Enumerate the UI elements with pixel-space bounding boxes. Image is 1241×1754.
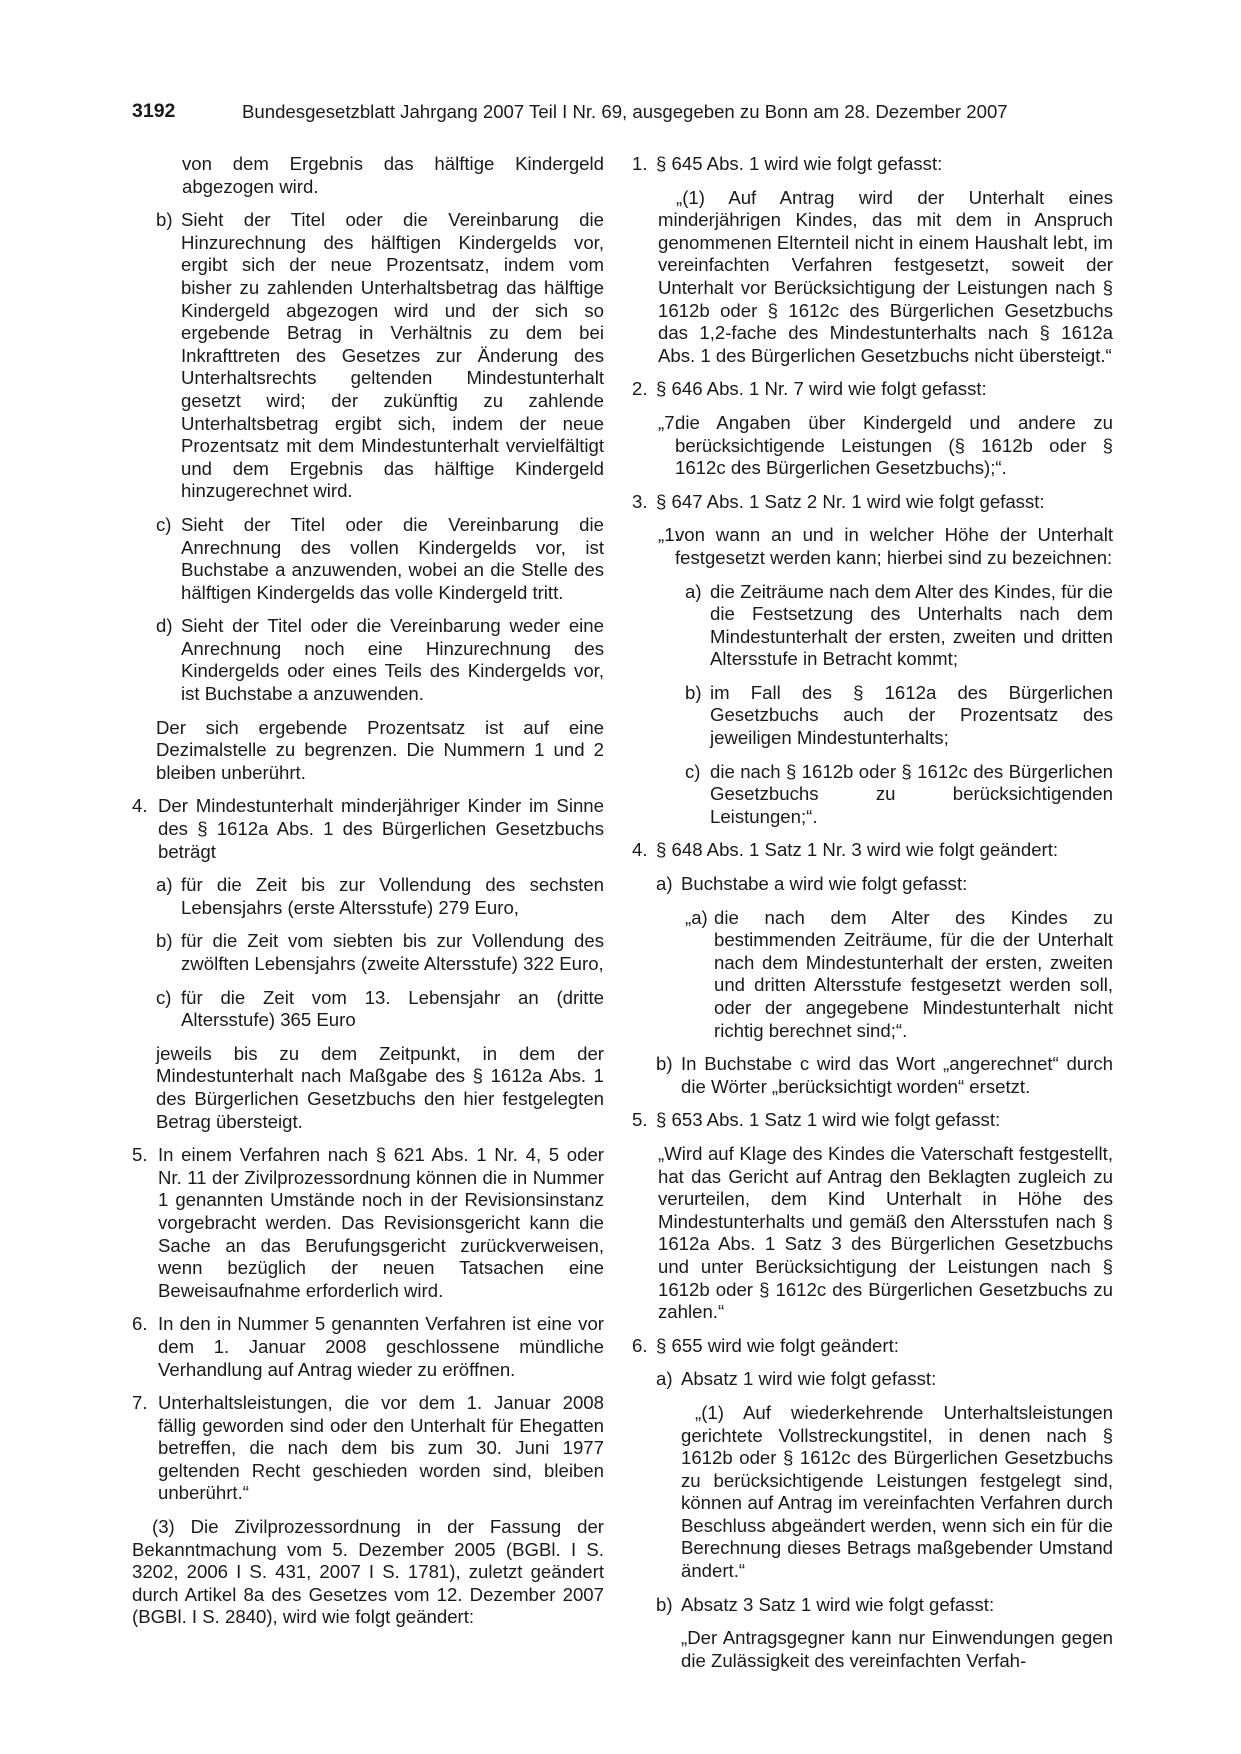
list-item (132, 874, 604, 919)
paragraph: (3) Die Zivilprozessordnung in der Fassung der Bekanntmachung vom 5. Dezember 2005 (BGBl. I S. 3202, 2006 I S. 431, 2007 I S. 1781), zuletzt geändert durch Artikel 8a des Gesetzes vom 12. Dezember 2007 (BGBl. I S. 2840), wird wie folgt geändert: (132, 1516, 604, 1628)
list-item (632, 412, 1113, 480)
list-item (632, 761, 1113, 829)
list-item (632, 1368, 1113, 1391)
quote-paragraph: „(1) Auf wiederkehrende Unterhaltsleistungen gerichtete Vollstreckungstitel, in denen nach § 1612b oder § 1612c des Bürgerlichen Gesetzbuchs zu berücksichtigende Leistungen festgelegt sind, können auf Antrag im vereinfachten Verfahren durch Beschluss abgeändert werden, wenn sich ein für die Berechnung dieses Betrags maßgebender Umstand ändert.“ (681, 1401, 1113, 1582)
list-item (132, 1144, 604, 1302)
item-label: b) (156, 930, 173, 952)
item-label: „a) (685, 906, 708, 928)
page-header (132, 100, 1112, 132)
list-item (632, 153, 1113, 176)
item-text: für die Zeit vom 13. Lebensjahr an (dritte Altersstufe) 365 Euro (181, 986, 604, 1031)
list-item (632, 581, 1113, 671)
item-text: Sieht der Titel oder die Vereinbarung die Anrechnung des vollen Kindergelds vor, ist Buchstabe a anzuwenden, wobei an die Stelle des hälftigen Kindergelds das volle Kindergeld tritt. (181, 513, 604, 603)
item-label: 6. (632, 1334, 648, 1356)
paragraph: Der sich ergebende Prozentsatz ist auf eine Dezimalstelle zu begrenzen. Die Nummern 1 und 2 bleiben unberührt. (156, 716, 604, 783)
item-text: Der Mindestunterhalt minderjähriger Kinder im Sinne des § 1612a Abs. 1 des Bürgerlichen Gesetzbuchs beträgt (158, 795, 604, 862)
right-column (632, 153, 1113, 1672)
item-label: 2. (632, 378, 648, 400)
quote-paragraph: „(1) Auf Antrag wird der Unterhalt eines minderjährigen Kindes, das mit dem in Anspruch genommenen Elternteil nicht in einem Haushalt lebt, im vereinfachten Verfahren festgesetzt, soweit der Unterhalt vor Berücksichtigung der Leistungen nach § 1612b oder § 1612c des Bürgerlichen Gesetzbuchs das 1,2-fache des Mindestunterhalts nach § 1612a Abs. 1 des Bürgerlichen Gesetzbuchs nicht übersteigt.“ (658, 186, 1113, 366)
item-text: § 648 Abs. 1 Satz 1 Nr. 3 wird wie folgt geändert: (656, 839, 1059, 861)
list-item (632, 1053, 1113, 1098)
item-label: 4. (632, 839, 648, 861)
list-item (132, 514, 604, 604)
item-text: Absatz 3 Satz 1 wird wie folgt gefasst: (681, 1593, 995, 1615)
item-label: d) (156, 615, 173, 637)
list-item (632, 378, 1113, 401)
item-text: Buchstabe a wird wie folgt gefasst: (681, 873, 968, 895)
item-label: a) (685, 580, 702, 602)
item-label: c) (156, 513, 172, 535)
item-text: für die Zeit vom siebten bis zur Vollendung des zwölften Lebensjahrs (zweite Altersstufe) 322 Euro, (181, 930, 604, 974)
item-label: „1. (658, 524, 680, 546)
list-item (632, 907, 1113, 1043)
page-number: 3192 (132, 100, 176, 122)
list-item (632, 524, 1113, 569)
item-text: § 647 Abs. 1 Satz 2 Nr. 1 wird wie folgt gefasst: (656, 490, 1045, 512)
list-item (632, 873, 1113, 896)
list-item (632, 1594, 1113, 1617)
item-text: In Buchstabe c wird das Wort „angerechnet“ durch die Wörter „berücksichtigt worden“ ersetzt. (681, 1053, 1113, 1097)
item-text: Sieht der Titel oder die Vereinbarung weder eine Anrechnung noch eine Hinzurechnung des Kindergelds oder eines Teils des Kindergelds vor, ist Buchstabe a anzuwenden. (181, 615, 604, 705)
item-text: die nach § 1612b oder § 1612c des Bürgerlichen Gesetzbuchs zu berücksichtigenden Leistungen;“. (710, 760, 1113, 827)
list-item (132, 615, 604, 705)
item-text: § 646 Abs. 1 Nr. 7 wird wie folgt gefasst: (656, 378, 987, 400)
item-label: 5. (632, 1109, 648, 1131)
list-item (132, 930, 604, 975)
item-label: c) (685, 760, 701, 782)
item-label: a) (656, 1368, 673, 1390)
item-text: § 653 Abs. 1 Satz 1 wird wie folgt gefasst: (656, 1109, 1001, 1131)
item-label: a) (156, 874, 173, 896)
item-text: für die Zeit bis zur Vollendung des sechsten Lebensjahrs (erste Altersstufe) 279 Euro, (181, 874, 604, 918)
item-text: die Zeiträume nach dem Alter des Kindes, für die die Festsetzung des Unterhalts nach dem Mindestunterhalt der ersten, zweiten und dritten Altersstufe in Betracht kommt; (710, 580, 1113, 670)
list-item (632, 1109, 1113, 1132)
quote-paragraph: „Der Antragsgegner kann nur Einwendungen gegen die Zulässigkeit des vereinfachten Verfah- (681, 1627, 1113, 1671)
left-column (132, 153, 604, 1629)
item-label: b) (656, 1053, 673, 1075)
list-item (132, 1392, 604, 1505)
item-label: b) (656, 1593, 673, 1615)
paragraph: jeweils bis zu dem Zeitpunkt, in dem der Mindestunterhalt nach Maßgabe des § 1612a Abs. 1 des Bürgerlichen Gesetzbuchs den hier festgelegten Betrag übersteigt. (156, 1042, 604, 1132)
item-label: a) (656, 873, 673, 895)
list-item (132, 1313, 604, 1381)
item-text: § 645 Abs. 1 wird wie folgt gefasst: (656, 153, 943, 174)
running-head: Bundesgesetzblatt Jahrgang 2007 Teil I Nr. 69, ausgegeben zu Bonn am 28. Dezember 2007 (242, 101, 1008, 122)
item-text: von wann an und in welcher Höhe der Unterhalt festgesetzt werden kann; hierbei sind zu bezeichnen: (675, 524, 1113, 568)
item-label: 7. (132, 1392, 148, 1414)
list-item (132, 987, 604, 1032)
list-item (132, 209, 604, 503)
item-label: „7. (658, 411, 680, 433)
item-text: Unterhaltsleistungen, die vor dem 1. Januar 2008 fällig geworden sind oder den Unterhalt für Ehegatten betreffen, die nach dem bis zum 30. Juni 1977 geltenden Recht geschieden worden sind, bleiben unberührt.“ (158, 1392, 604, 1504)
item-label: 1. (632, 153, 648, 174)
list-item (132, 795, 604, 863)
list-item (632, 1335, 1113, 1358)
item-label: 3. (632, 490, 648, 512)
item-text: Sieht der Titel oder die Vereinbarung die Hinzurechnung des hälftigen Kindergelds vor, ergibt sich der neue Prozentsatz, indem vom bisher zu zahlenden Unterhaltsbetrag das hälftige Kindergeld abgezogen wird und der sich so ergebende Betrag in Verhältnis zu dem bei Inkrafttreten des Gesetzes zur Änderung des Unterhaltsrechts geltenden Mindestunterhalt gesetzt wird; der zukünftig zu zahlende Unterhaltsbetrag ergibt sich, indem der neue Prozentsatz mit dem Mindestunterhalt vervielfältigt und dem Ergebnis das hälftige Kindergeld hinzugerechnet wird. (181, 209, 604, 502)
paragraph: von dem Ergebnis das hälftige Kindergeld abgezogen wird. (182, 153, 604, 197)
item-label: b) (156, 209, 173, 231)
item-text: Absatz 1 wird wie folgt gefasst: (681, 1368, 937, 1390)
item-text: In einem Verfahren nach § 621 Abs. 1 Nr. 4, 5 oder Nr. 11 der Zivilprozessordnung können die in Nummer 1 genannten Umstände noch in der Revisionsinstanz vorgebracht werden. Das Revisionsgericht kann die Sache an das Berufungsgericht zurückverweisen, wenn bezüglich der neuen Tatsachen eine Beweisaufnahme erforderlich wird. (158, 1144, 604, 1301)
list-item (632, 682, 1113, 750)
list-item (632, 839, 1113, 862)
item-text: im Fall des § 1612a des Bürgerlichen Gesetzbuchs auch der Prozentsatz des jeweiligen Mindestunterhalts; (710, 681, 1113, 749)
item-label: b) (685, 681, 702, 703)
item-label: 6. (132, 1313, 148, 1335)
list-item (632, 491, 1113, 514)
item-label: 4. (132, 795, 148, 817)
item-text: In den in Nummer 5 genannten Verfahren ist eine vor dem 1. Januar 2008 geschlossene mündliche Verhandlung auf Antrag wieder zu eröffnen. (158, 1313, 604, 1380)
item-label: 5. (132, 1144, 148, 1166)
item-text: die nach dem Alter des Kindes zu bestimmenden Zeiträume, für die der Unterhalt nach dem Mindestunterhalt der ersten, zweiten und dritten Altersstufe festgesetzt werden soll, oder der angegebene Mindestunterhalt nicht richtig berechnet sind;“. (714, 906, 1113, 1041)
item-text: die Angaben über Kindergeld und andere zu berücksichtigende Leistungen (§ 1612b oder § 1612c des Bürgerlichen Gesetzbuchs);“. (675, 411, 1113, 479)
item-text: § 655 wird wie folgt geändert: (656, 1334, 899, 1356)
item-label: c) (156, 986, 172, 1008)
quote-paragraph: „Wird auf Klage des Kindes die Vaterschaft festgestellt, hat das Gericht auf Antrag den Beklagten zugleich zu verurteilen, dem Kind Unterhalt in Höhe des Mindestunterhalts und gemäß den Altersstufen nach § 1612a Abs. 1 Satz 3 des Bürgerlichen Gesetzbuchs und unter Berücksichtigung der Leistungen nach § 1612b oder § 1612c des Bürgerlichen Gesetzbuchs zu zahlen.“ (658, 1142, 1113, 1323)
